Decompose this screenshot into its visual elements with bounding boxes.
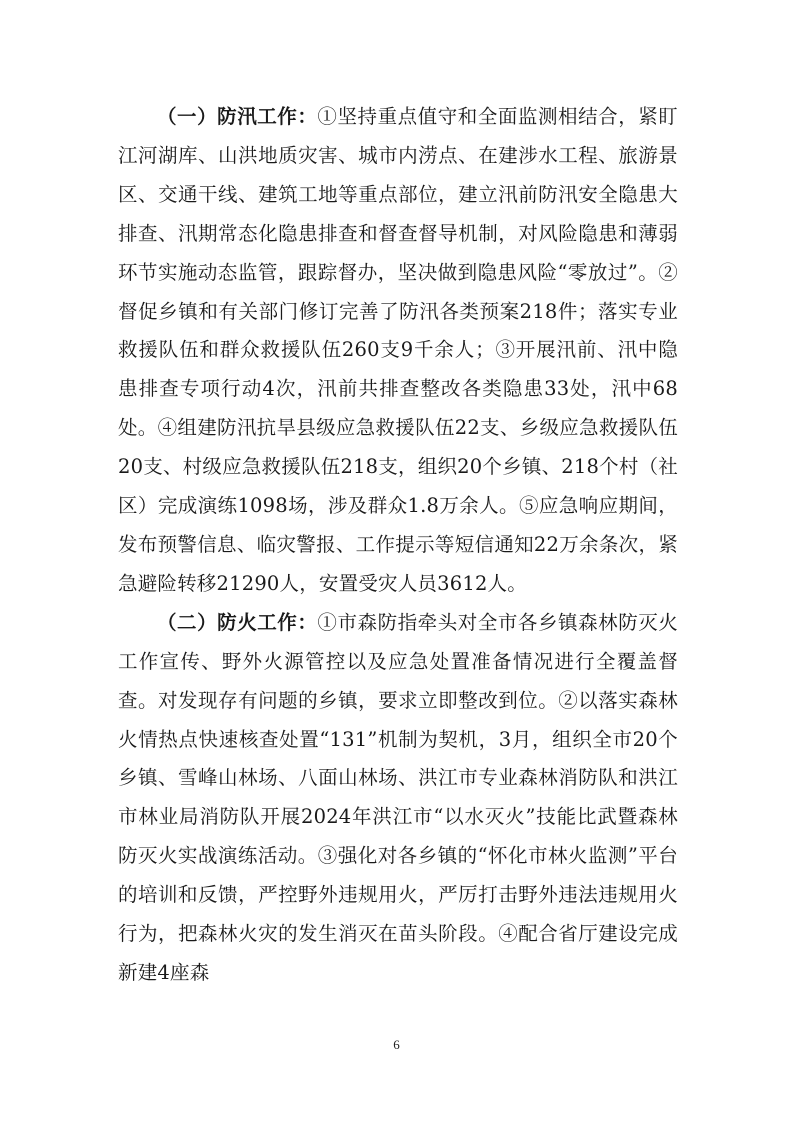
- section-heading-flood-control: （一）防汛工作：: [157, 105, 318, 128]
- page-number: 6: [393, 1037, 400, 1052]
- paragraph-flood-control: [118, 98, 678, 604]
- section-text-flood-control: ①坚持重点值守和全面监测相结合，紧盯江河湖库、山洪地质灾害、城市内涝点、在建涉水工程、旅游景区、交通干线、建筑工地等重点部位，建立汛前防汛安全隐患大排查、汛期常态化隐患排查和督查督导机制，对风险隐患和薄弱环节实施动态监管，跟踪督办，坚决做到隐患风险“零放过”。②督促乡镇和有关部门修订完善了防汛各类预案218件；落实专业救援队伍和群众救援队伍260支9千余人；③开展汛前、汛中隐患排查专项行动4次，汛前共排查整改各类隐患33处，汛中68处。④组建防汛抗旱县级应急救援队伍22支、乡级应急救援队伍20支、村级应急救援队伍218支，组织20个乡镇、218个村（社区）完成演练1098场，涉及群众1.8万余人。⑤应急响应期间，发布预警信息、临灾警报、工作提示等短信通知22万余条次，紧急避险转移21290人，安置受灾人员3612人。: [118, 105, 678, 595]
- document-body: [118, 98, 678, 993]
- section-heading-fire-prevention: （二）防火工作：: [157, 610, 318, 634]
- section-text-fire-prevention: ①市森防指牵头对全市各乡镇森林防灭火工作宣传、野外火源管控以及应急处置准备情况进行全覆盖督查。对发现存有问题的乡镇，要求立即整改到位。②以落实森林火情热点快速核查处置“131”机制为契机，3月，组织全市20个乡镇、雪峰山林场、八面山林场、洪江市专业森林消防队和洪江市林业局消防队开展2024年洪江市“以水灭火”技能比武暨森林防灭火实战演练活动。③强化对各乡镇的“怀化市林火监测”平台的培训和反馈，严控野外违规用火，严厉打击野外违法违规用火行为，把森林火灾的发生消灭在苗头阶段。④配合省厅建设完成新建4座森: [118, 610, 678, 984]
- paragraph-fire-prevention: [118, 604, 678, 993]
